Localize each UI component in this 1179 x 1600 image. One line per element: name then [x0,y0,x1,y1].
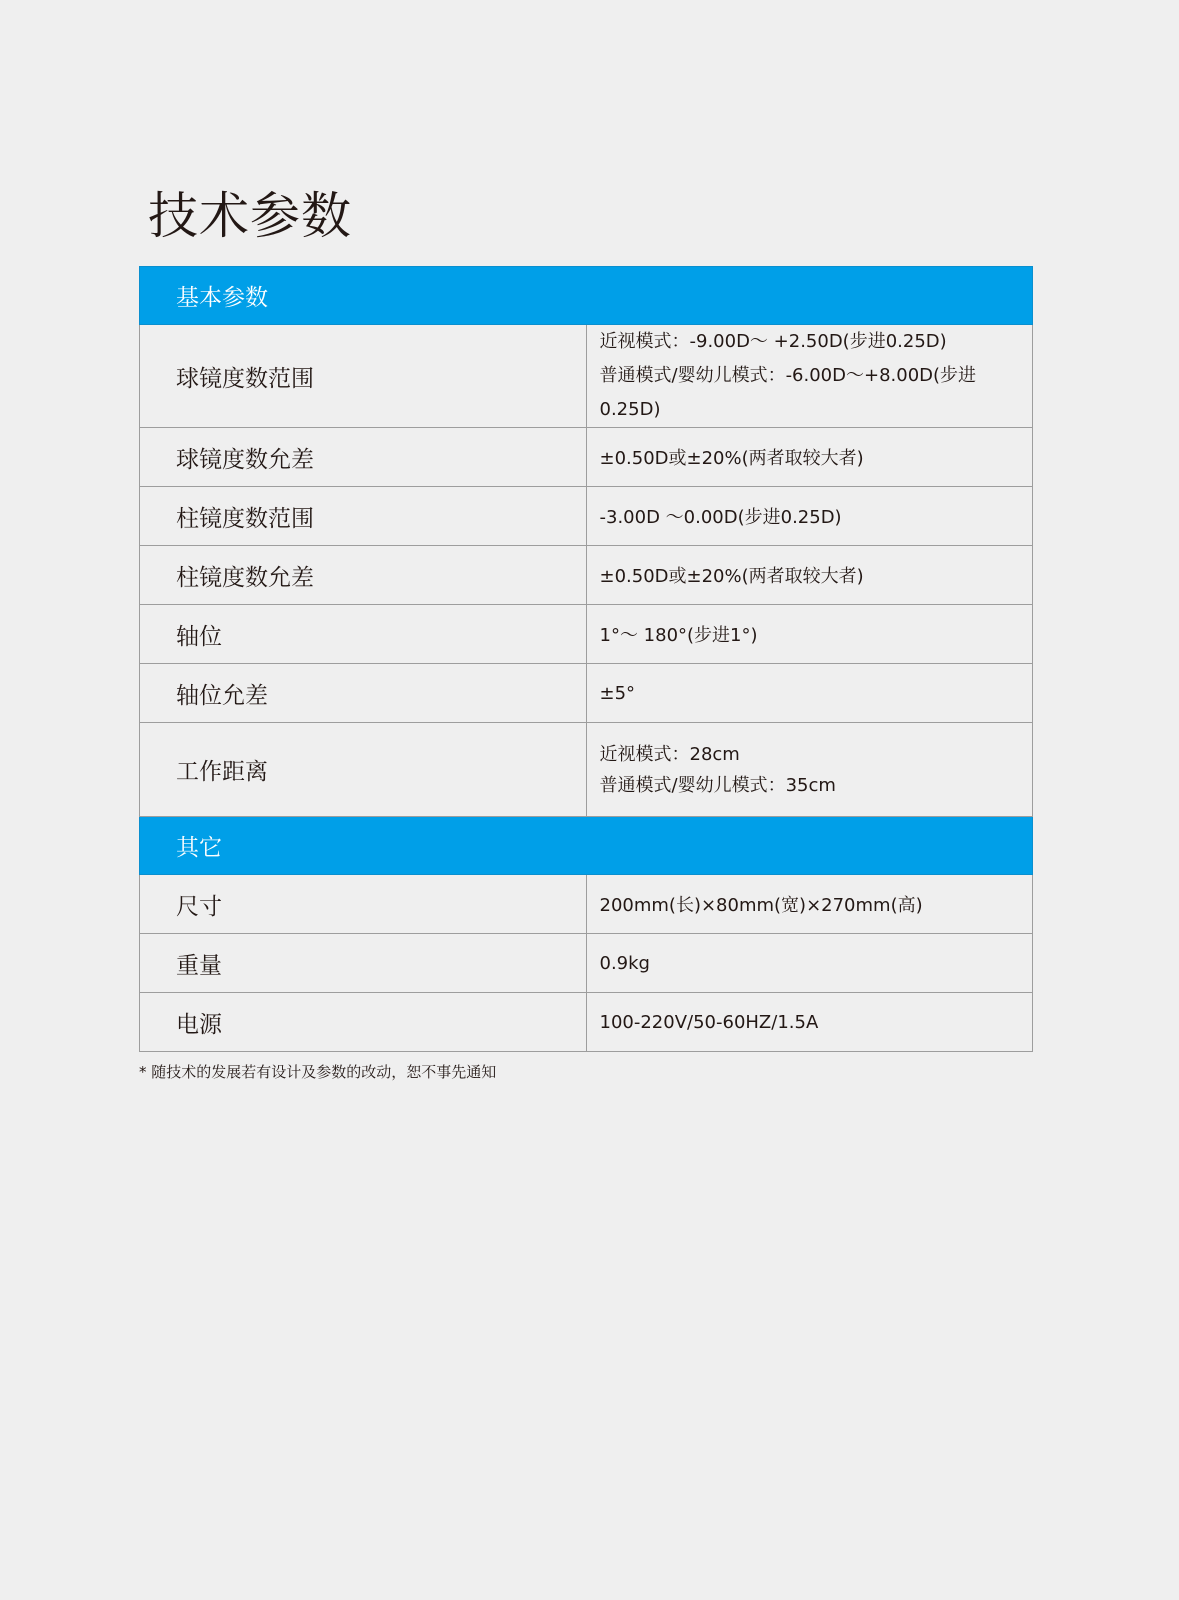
row-label: 柱镜度数允差 [140,546,587,605]
row-value: 100-220V/50-60HZ/1.5A [586,993,1033,1052]
spec-table [139,266,1033,1052]
row-label: 球镜度数范围 [140,325,587,428]
table-row [140,487,1033,546]
row-value: -3.00D ～0.00D(步进0.25D) [586,487,1033,546]
row-value: ±0.50D或±20%(两者取较大者) [586,428,1033,487]
row-label: 尺寸 [140,875,587,934]
row-value: 200mm(长)×80mm(宽)×270mm(高) [586,875,1033,934]
row-value-line: 普通模式/婴幼儿模式：35cm [599,774,836,796]
page-title: 技术参数 [148,187,352,245]
row-value: 0.9kg [586,934,1033,993]
row-label: 柱镜度数范围 [140,487,587,546]
row-value: ±0.50D或±20%(两者取较大者) [586,546,1033,605]
row-label: 工作距离 [140,723,587,817]
table-row [140,875,1033,934]
row-label: 重量 [140,934,587,993]
footnote: * 随技术的发展若有设计及参数的改动，恕不事先通知 [139,1063,497,1081]
row-value-line: 普通模式/婴幼儿模式：-6.00D～+8.00D(步进0.25D) [599,365,977,420]
table-row [140,546,1033,605]
table-row [140,325,1033,428]
row-value [586,723,1033,817]
table-row [140,605,1033,664]
row-label: 轴位 [140,605,587,664]
table-row [140,428,1033,487]
section-header-label: 其它 [140,817,1033,875]
table-row [140,664,1033,723]
row-value-line: 近视模式：28cm [599,743,740,765]
row-label: 球镜度数允差 [140,428,587,487]
row-value: 1°～ 180°(步进1°) [586,605,1033,664]
row-value-line: 近视模式：-9.00D～ +2.50D(步进0.25D) [599,331,947,352]
section-header-other [140,817,1033,875]
row-value [586,325,1033,428]
table-row [140,993,1033,1052]
row-value: ±5° [586,664,1033,723]
table-row [140,723,1033,817]
section-header-label: 基本参数 [140,267,1033,325]
table-row [140,934,1033,993]
section-header-basic [140,267,1033,325]
row-label: 轴位允差 [140,664,587,723]
row-label: 电源 [140,993,587,1052]
